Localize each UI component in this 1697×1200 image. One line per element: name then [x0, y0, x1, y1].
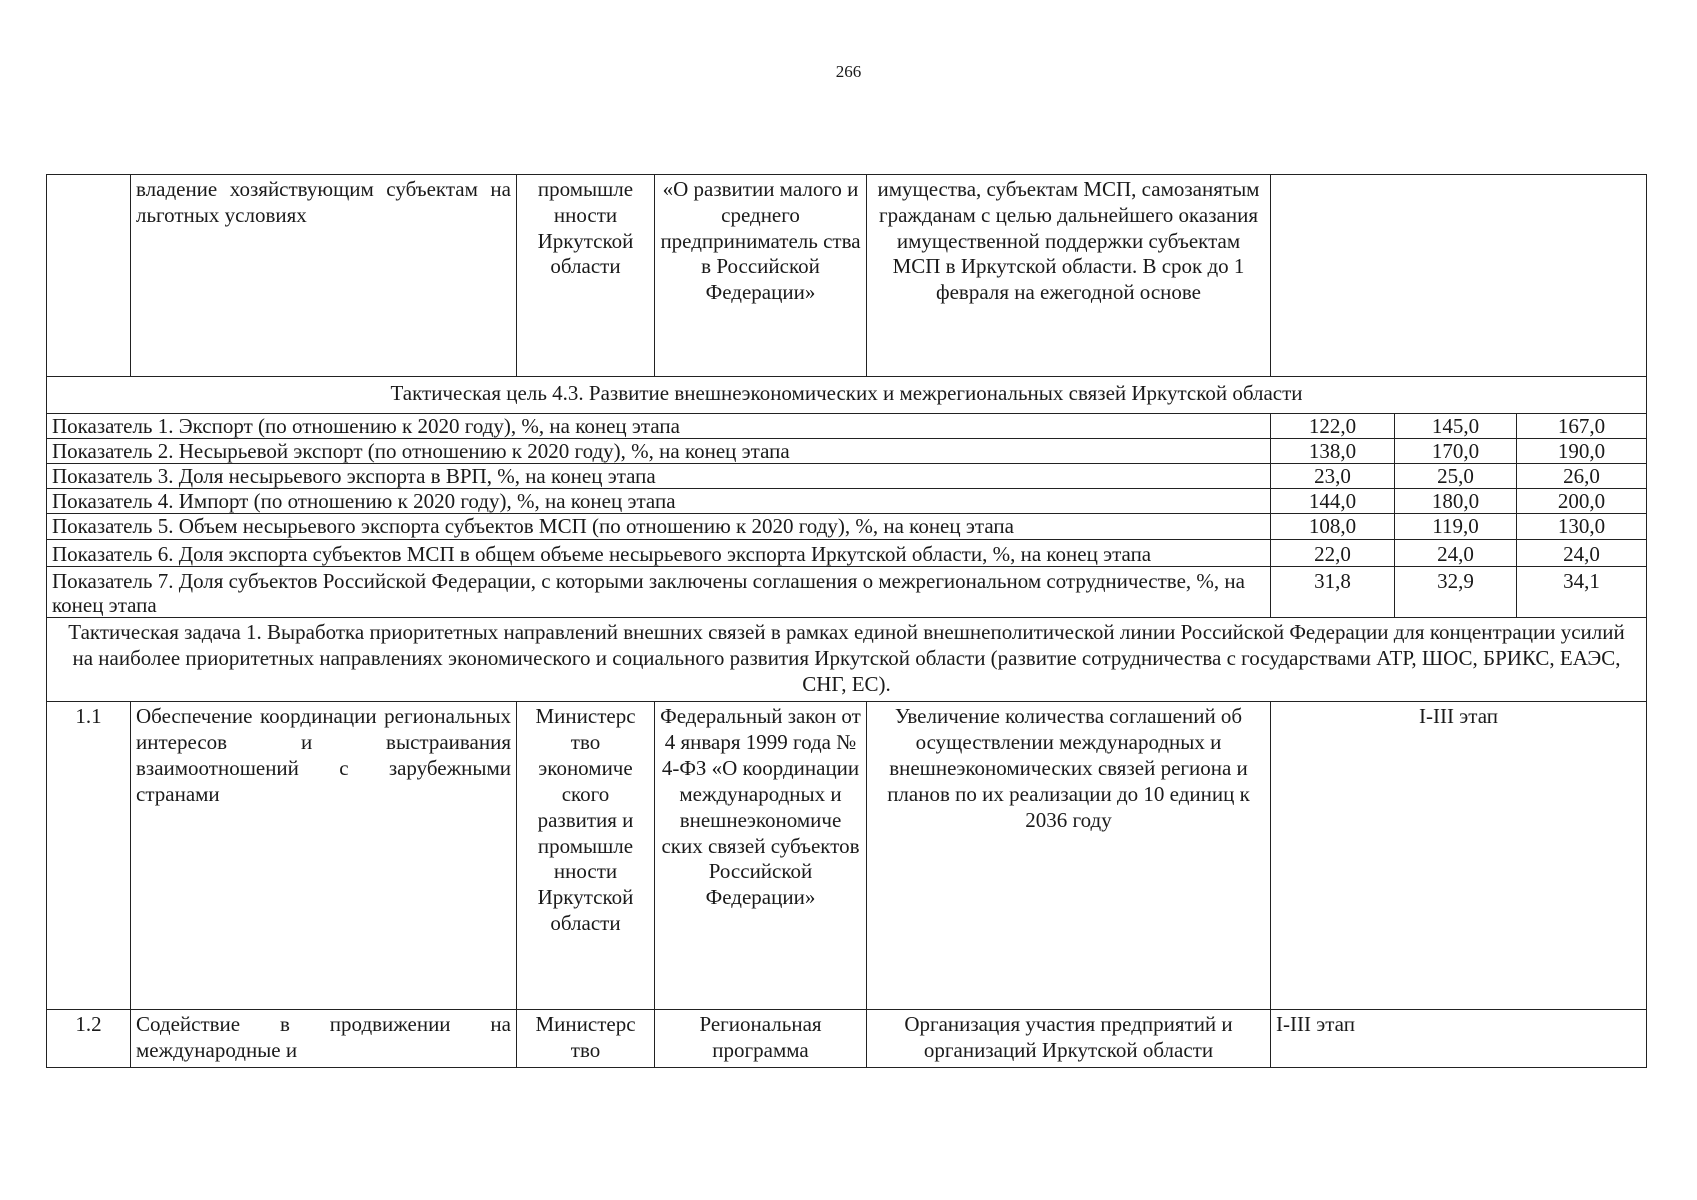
indicator-value-stage-2: 119,0: [1395, 514, 1517, 539]
measure-legal-basis: Федеральный закон от 4 января 1999 года № 4-ФЗ «О координации международных и внешнеэкономиче ских связей субъектов Российской Федерации»: [655, 702, 867, 1010]
indicator-value-stage-1: 22,0: [1271, 539, 1395, 566]
indicator-value-stage-3: 34,1: [1517, 566, 1647, 617]
indicator-value-stage-3: 200,0: [1517, 489, 1647, 514]
indicator-value-stage-1: 138,0: [1271, 438, 1395, 463]
indicator-row: [47, 413, 1647, 438]
indicator-label: Показатель 4. Импорт (по отношению к 2020 году), %, на конец этапа: [47, 489, 1271, 514]
indicator-value-stage-2: 32,9: [1395, 566, 1517, 617]
tactical-task-heading: Тактическая задача 1. Выработка приоритетных направлений внешних связей в рамках единой внешнеполитической линии Российской Федерации для концентрации усилий на наиболее приоритетных направлениях экономического и социального развития Иркутской области (развитие сотрудничества с государствами АТР, ШОС, БРИКС, ЕАЭС, СНГ, ЕС).: [47, 617, 1647, 701]
measure-stage: I-III этап: [1271, 702, 1647, 1010]
measure-description: Содействие в продвижении на международные и: [131, 1010, 517, 1068]
measure-executor: Министерс тво: [517, 1010, 655, 1068]
measure-description: Обеспечение координации региональных интересов и выстраивания взаимоотношений с зарубежными странами: [131, 702, 517, 1010]
indicator-value-stage-1: 31,8: [1271, 566, 1395, 617]
measure-result: Организация участия предприятий и организаций Иркутской области: [867, 1010, 1271, 1068]
indicator-row: [47, 514, 1647, 539]
measure-result: Увеличение количества соглашений об осуществлении международных и внешнеэкономических связей региона и планов по их реализации до 10 единиц к 2036 году: [867, 702, 1271, 1010]
indicator-value-stage-1: 108,0: [1271, 514, 1395, 539]
indicator-row: [47, 464, 1647, 489]
indicator-label: Показатель 7. Доля субъектов Российской Федерации, с которыми заключены соглашения о межрегиональном сотрудничестве, %, на конец этапа: [47, 566, 1271, 617]
strategy-measures-table: [46, 174, 1647, 1068]
indicator-value-stage-3: 24,0: [1517, 539, 1647, 566]
page-number: 266: [835, 62, 862, 81]
indicator-value-stage-2: 25,0: [1395, 464, 1517, 489]
indicator-row: [47, 438, 1647, 463]
indicator-value-stage-2: 170,0: [1395, 438, 1517, 463]
indicator-row: [47, 489, 1647, 514]
indicator-row: [47, 566, 1647, 617]
measure-number: 1.1: [47, 702, 131, 1010]
indicator-value-stage-3: 130,0: [1517, 514, 1647, 539]
indicator-value-stage-2: 180,0: [1395, 489, 1517, 514]
measure-stage: I-III этап: [1271, 1010, 1647, 1068]
carryover-legal-basis: «О развитии малого и среднего предприниматель ства в Российской Федерации»: [655, 175, 867, 377]
indicator-value-stage-3: 26,0: [1517, 464, 1647, 489]
indicator-value-stage-3: 167,0: [1517, 413, 1647, 438]
indicator-label: Показатель 6. Доля экспорта субъектов МСП в общем объеме несырьевого экспорта Иркутской области, %, на конец этапа: [47, 539, 1271, 566]
carryover-executor: промышле нности Иркутской области: [517, 175, 655, 377]
indicator-label: Показатель 2. Несырьевой экспорт (по отношению к 2020 году), %, на конец этапа: [47, 438, 1271, 463]
carryover-stage-cell: [1271, 175, 1647, 377]
indicator-label: Показатель 1. Экспорт (по отношению к 2020 году), %, на конец этапа: [47, 413, 1271, 438]
indicator-value-stage-2: 145,0: [1395, 413, 1517, 438]
indicator-value-stage-3: 190,0: [1517, 438, 1647, 463]
tactical-task-row: [47, 617, 1647, 701]
measure-number: 1.2: [47, 1010, 131, 1068]
indicator-row: [47, 539, 1647, 566]
indicator-value-stage-2: 24,0: [1395, 539, 1517, 566]
measure-legal-basis: Региональная программа: [655, 1010, 867, 1068]
measure-executor: Министерс тво экономиче ского развития и промышле нности Иркутской области: [517, 702, 655, 1010]
carryover-result: имущества, субъектам МСП, самозанятым гражданам с целью дальнейшего оказания имущественной поддержки субъектам МСП в Иркутской области. В срок до 1 февраля на ежегодной основе: [867, 175, 1271, 377]
carryover-row: [47, 175, 1647, 377]
indicator-label: Показатель 3. Доля несырьевого экспорта в ВРП, %, на конец этапа: [47, 464, 1271, 489]
tactical-goal-heading: Тактическая цель 4.3. Развитие внешнеэкономических и межрегиональных связей Иркутской области: [47, 377, 1647, 414]
measure-row: [47, 702, 1647, 1010]
carryover-num-cell: [47, 175, 131, 377]
indicator-value-stage-1: 144,0: [1271, 489, 1395, 514]
tactical-goal-row: [47, 377, 1647, 414]
indicator-value-stage-1: 23,0: [1271, 464, 1395, 489]
indicator-value-stage-1: 122,0: [1271, 413, 1395, 438]
measure-row: [47, 1010, 1647, 1068]
carryover-measure: владение хозяйствующим субъектам на льготных условиях: [131, 175, 517, 377]
indicator-label: Показатель 5. Объем несырьевого экспорта субъектов МСП (по отношению к 2020 году), %, на конец этапа: [47, 514, 1271, 539]
